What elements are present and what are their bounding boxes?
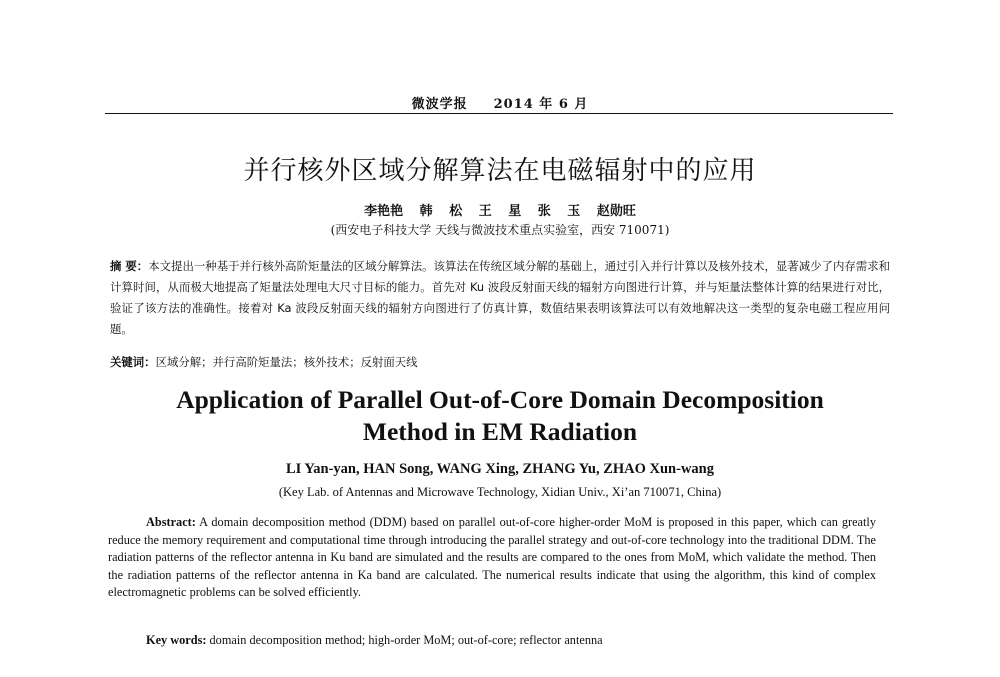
english-title-line-2: Method in EM Radiation (362, 417, 638, 446)
english-authors: LI Yan-yan, HAN Song, WANG Xing, ZHANG Yu, ZHAO Xun-wang (286, 461, 714, 477)
issue-date: 2014 年 6 月 (493, 97, 589, 112)
chinese-keywords-label: 关键词： (110, 355, 156, 369)
english-keywords-label: Key words: (146, 633, 207, 647)
chinese-keywords-text: 区域分解；并行高阶矩量法；核外技术；反射面天线 (155, 355, 418, 369)
english-abstract-text: A domain decomposition method (DDM) based on parallel out-of-core higher-order MoM is proposed in this paper, which can greatly reduce the memory requirement and computational time through introducing the parallel strategy and out-of-core technology into the traditional DDM. The radiation patterns of the reflector antenna in Ku band are simulated and the results are compared to the ones from MoM, which validate the method. Then the radiation patterns of the reflector antenna in Ka band are calculated. The numerical results indicate that using the algorithm, this kind of complex electromagnetic problems can be solved efficiently. (108, 515, 876, 600)
english-title-line-1: Application of Parallel Out-of-Core Domain Decomposition (176, 385, 824, 414)
running-head (0, 93, 1000, 112)
chinese-abstract-text: 本文提出一种基于并行核外高阶矩量法的区域分解算法。该算法在传统区域分解的基础上，通过引入并行计算以及核外技术，显著减少了内存需求和计算时间，从而极大地提高了矩量法处理电大尺寸目标的能力。首先对 Ku 波段反射面天线的辐射方向图进行计算，并与矩量法整体计算的结果进行对比，验证了该方法的准确性。接着对 Ka 波段反射面天线的辐射方向图进行了仿真计算，数值结果表明该算法可以有效地解决这一类型的复杂电磁工程应用问题。 (110, 259, 890, 336)
chinese-authors: 李艳艳 韩 松 王 星 张 玉 赵勋旺 (364, 204, 636, 219)
chinese-abstract (110, 256, 890, 340)
english-keywords (146, 633, 886, 648)
english-title (0, 384, 1000, 448)
english-keywords-text: domain decomposition method; high-order MoM; out-of-core; reflector antenna (206, 633, 603, 647)
journal-name: 微波学报 (411, 97, 468, 112)
chinese-keywords (110, 352, 890, 372)
english-abstract-label: Abstract: (146, 515, 196, 529)
chinese-title: 并行核外区域分解算法在电磁辐射中的应用 (243, 156, 757, 186)
chinese-affiliation: (西安电子科技大学 天线与微波技术重点实验室，西安 710071) (330, 223, 670, 237)
english-affiliation: (Key Lab. of Antennas and Microwave Technology, Xidian Univ., Xi’an 710071, China) (278, 485, 722, 499)
chinese-abstract-label: 摘 要： (110, 259, 149, 273)
header-rule (105, 113, 893, 114)
english-abstract (108, 514, 876, 602)
